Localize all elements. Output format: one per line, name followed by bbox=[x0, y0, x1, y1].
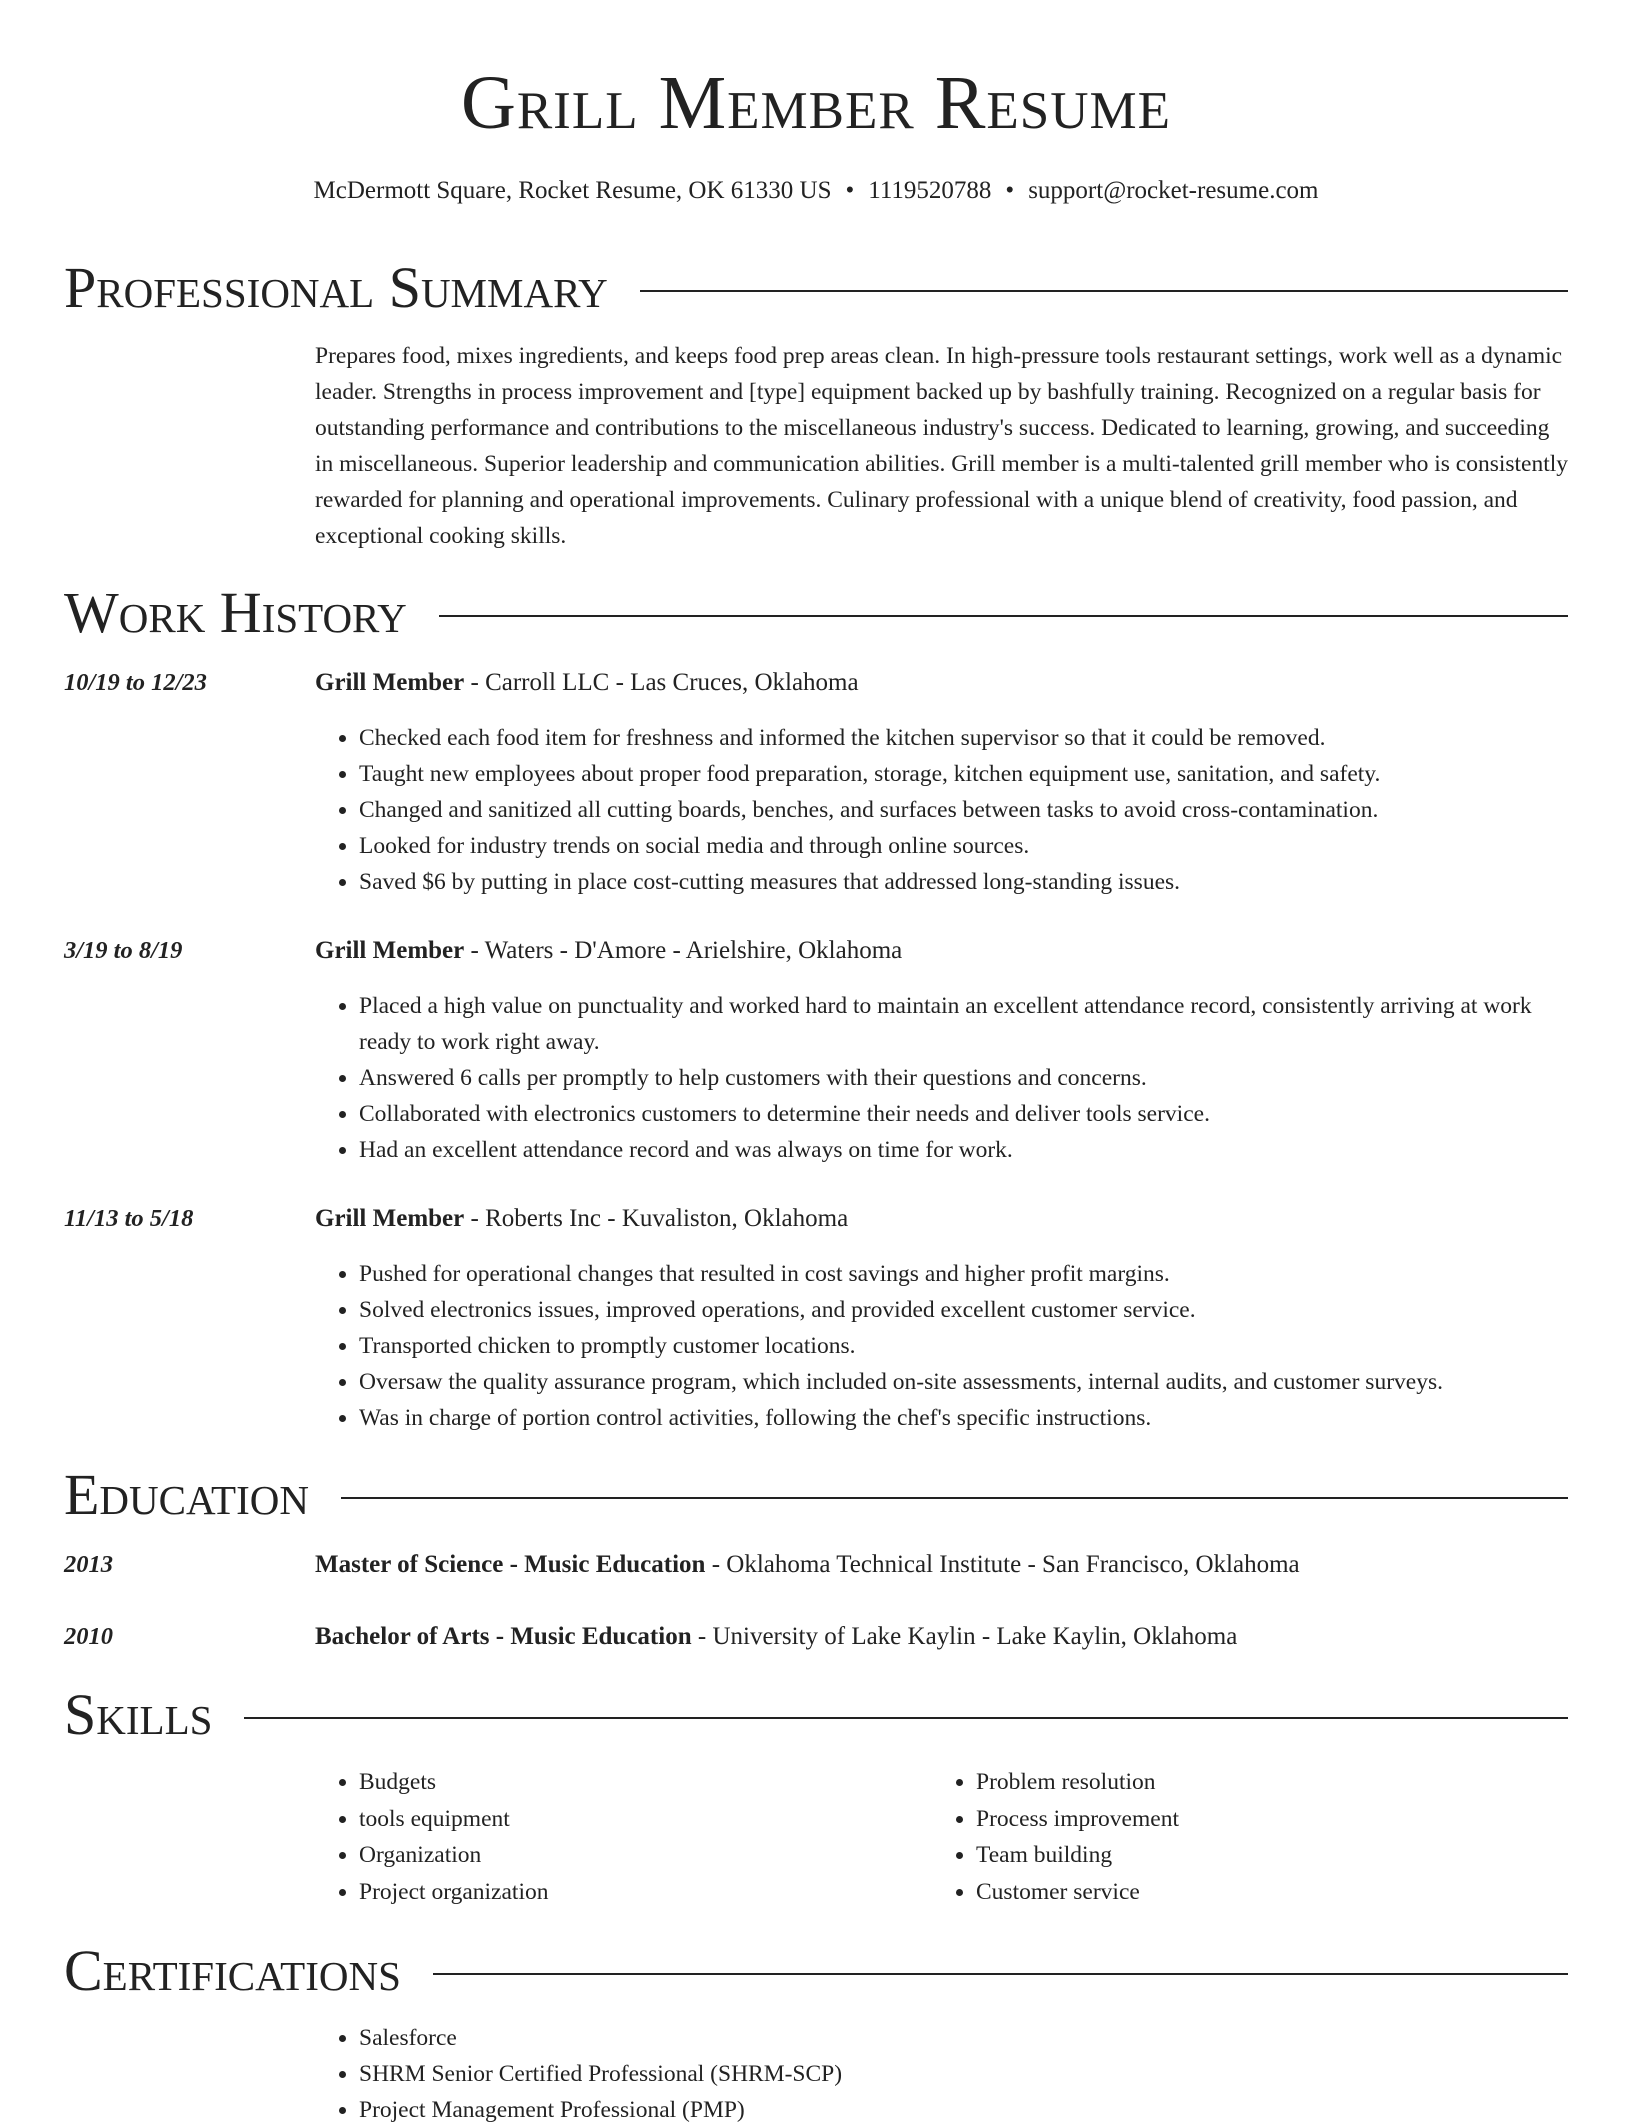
section-divider bbox=[433, 1973, 1568, 1975]
skill-item: • tools equipment bbox=[359, 1801, 875, 1838]
job-bullet: • Pushed for operational changes that resulted in cost savings and higher profit margins. bbox=[359, 1256, 1569, 1292]
job-role: Grill Member bbox=[315, 1205, 465, 1232]
education-degree: Master of Science - Music Education bbox=[315, 1551, 706, 1578]
job-bullet: • Looked for industry trends on social media and through online sources. bbox=[359, 828, 1569, 864]
certification-item: • Project Management Professional (PMP) bbox=[359, 2092, 1569, 2128]
skills-section-title: Skills bbox=[64, 1682, 213, 1747]
section-divider bbox=[244, 1717, 1568, 1719]
job-dates: 3/19 to 8/19 bbox=[64, 937, 183, 964]
summary-section-title: Professional Summary bbox=[64, 255, 608, 320]
job-bullets bbox=[315, 720, 1569, 900]
skill-item: • Budgets bbox=[359, 1764, 875, 1801]
job-bullet: • Placed a high value on punctuality and worked hard to maintain an excellent attendance record, consistently arriving at work ready to work right away. bbox=[359, 988, 1569, 1060]
job-title-line bbox=[315, 1202, 1569, 1236]
skill-item: • Customer service bbox=[976, 1874, 1492, 1911]
job-details: - Carroll LLC - Las Cruces, Oklahoma bbox=[464, 669, 859, 696]
job-bullet: • Changed and sanitized all cutting boards, benches, and surfaces between tasks to avoid cross-contamination. bbox=[359, 792, 1569, 828]
contact-phone: 1119520788 bbox=[868, 177, 992, 204]
job-bullet: • Taught new employees about proper food preparation, storage, kitchen equipment use, sanitation, and safety. bbox=[359, 756, 1569, 792]
job-bullets bbox=[315, 1256, 1569, 1436]
job-bullet: • Had an excellent attendance record and was always on time for work. bbox=[359, 1132, 1569, 1168]
skills-list-right bbox=[932, 1764, 1492, 1910]
job-bullet: • Transported chicken to promptly customer locations. bbox=[359, 1328, 1569, 1364]
resume-title: Grill Member Resume bbox=[460, 61, 1172, 145]
skill-item: • Process improvement bbox=[976, 1801, 1492, 1838]
job-bullet: • Was in charge of portion control activities, following the chef's specific instructions. bbox=[359, 1400, 1569, 1436]
certifications-section-title: Certifications bbox=[64, 1938, 401, 2003]
job-title-line bbox=[315, 666, 1569, 700]
job-bullet: • Collaborated with electronics customers to determine their needs and deliver tools service. bbox=[359, 1096, 1569, 1132]
job-bullets bbox=[315, 988, 1569, 1168]
skill-item: • Problem resolution bbox=[976, 1764, 1492, 1801]
job-bullet: • Checked each food item for freshness and informed the kitchen supervisor so that it could be removed. bbox=[359, 720, 1569, 756]
skill-item: • Team building bbox=[976, 1837, 1492, 1874]
contact-separator: • bbox=[845, 177, 855, 204]
job-title-line bbox=[315, 934, 1569, 968]
skill-item: • Project organization bbox=[359, 1874, 875, 1911]
certification-item: • Salesforce bbox=[359, 2020, 1569, 2056]
contact-line bbox=[0, 174, 1632, 208]
education-section-title: Education bbox=[64, 1462, 309, 1527]
education-year: 2013 bbox=[64, 1551, 113, 1578]
certifications-section-header bbox=[64, 1936, 1568, 2006]
job-role: Grill Member bbox=[315, 669, 465, 696]
skill-item: • Organization bbox=[359, 1837, 875, 1874]
job-bullet: • Oversaw the quality assurance program, which included on-site assessments, internal audits, and customer surveys. bbox=[359, 1364, 1569, 1400]
education-year: 2010 bbox=[64, 1623, 113, 1650]
education-line bbox=[315, 1620, 1569, 1654]
job-role: Grill Member bbox=[315, 937, 465, 964]
education-degree: Bachelor of Arts - Music Education bbox=[315, 1623, 692, 1650]
section-divider bbox=[439, 615, 1568, 617]
job-bullet: • Answered 6 calls per promptly to help customers with their questions and concerns. bbox=[359, 1060, 1569, 1096]
skills-list-left bbox=[315, 1764, 875, 1910]
education-line bbox=[315, 1548, 1569, 1582]
skills-section-header bbox=[64, 1680, 1568, 1750]
contact-separator: • bbox=[1005, 177, 1015, 204]
job-bullet: • Solved electronics issues, improved operations, and provided excellent customer service. bbox=[359, 1292, 1569, 1328]
education-details: - University of Lake Kaylin - Lake Kaylin, Oklahoma bbox=[691, 1623, 1238, 1650]
education-section-header bbox=[64, 1460, 1568, 1530]
summary-text: Prepares food, mixes ingredients, and keeps food prep areas clean. In high-pressure tools restaurant settings, work well as a dynamic leader. Strengths in process improvement and [type] equipment backed up by bashfully training. Recognized on a regular basis for outstanding performance and contributions to the miscellaneous industry's success. Dedicated to learning, growing, and succeeding in miscellaneous. Superior leadership and communication abilities. Grill member is a multi-talented grill member who is consistently rewarded for planning and operational improvements. Culinary professional with a unique blend of creativity, food passion, and exceptional cooking skills. bbox=[315, 343, 1569, 549]
certification-item: • SHRM Senior Certified Professional (SHRM-SCP) bbox=[359, 2056, 1569, 2092]
section-divider bbox=[640, 290, 1568, 292]
work-section-header bbox=[64, 578, 1568, 648]
contact-email: support@rocket-resume.com bbox=[1028, 177, 1319, 204]
job-details: - Waters - D'Amore - Arielshire, Oklahoma bbox=[464, 937, 903, 964]
section-divider bbox=[341, 1497, 1568, 1499]
contact-address: McDermott Square, Rocket Resume, OK 61330 US bbox=[313, 177, 832, 204]
education-details: - Oklahoma Technical Institute - San Francisco, Oklahoma bbox=[705, 1551, 1300, 1578]
job-details: - Roberts Inc - Kuvaliston, Oklahoma bbox=[464, 1205, 849, 1232]
summary-section-header bbox=[64, 253, 1568, 323]
work-section-title: Work History bbox=[64, 580, 407, 645]
job-dates: 10/19 to 12/23 bbox=[64, 669, 207, 696]
job-bullet: • Saved $6 by putting in place cost-cutting measures that addressed long-standing issues. bbox=[359, 864, 1569, 900]
job-dates: 11/13 to 5/18 bbox=[64, 1205, 194, 1232]
